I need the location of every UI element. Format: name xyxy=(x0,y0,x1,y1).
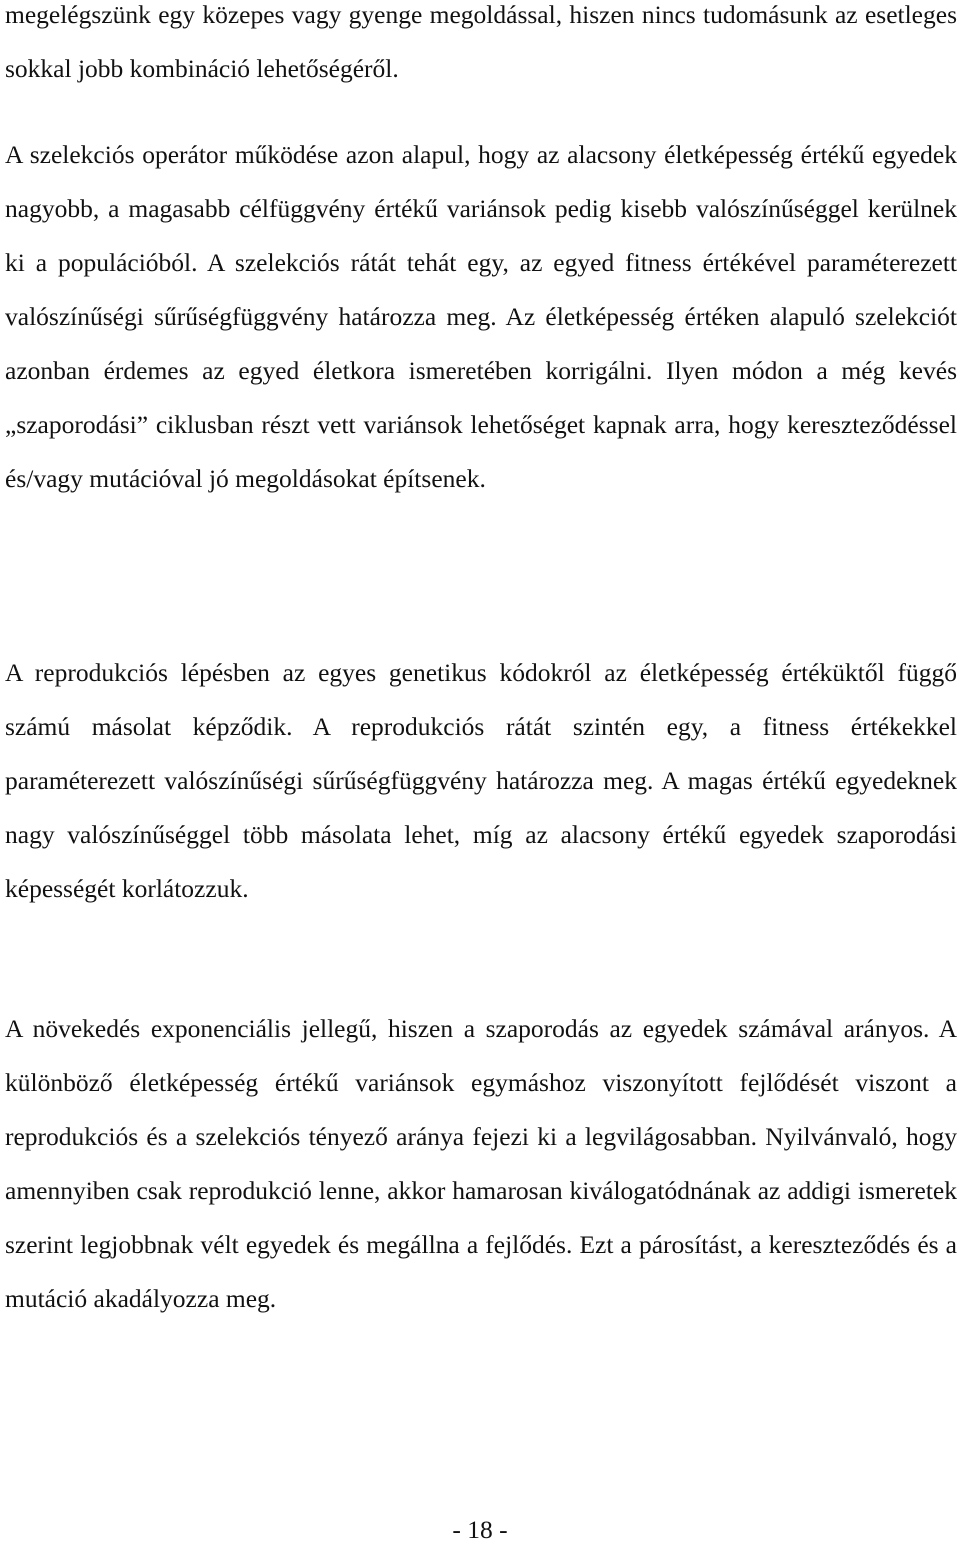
page-number: - 18 - xyxy=(452,1515,508,1544)
paragraph-selection-operator: A szelekciós operátor működése azon alapul, hogy az alacsony életképesség értékű egyedek nagyobb, a magasabb célfüggvény értékű variánsok pedig kisebb valószínűséggel kerülnek ki a populációból. A szelekciós rátát tehát egy, az egyed fitness értékével paraméterezett valószínűségi sűrűségfüggvény határozza meg. Az életképesség értéken alapuló szelekciót azonban érdemes az egyed életkora ismeretében korrigálni. Ilyen módon a még kevés „szaporodási” ciklusban részt vett variánsok lehetőséget kapnak arra, hogy kereszteződéssel és/vagy mutációval jó megoldásokat építsenek. xyxy=(5,140,957,493)
paragraph-continuation: megelégszünk egy közepes vagy gyenge megoldással, hiszen nincs tudomásunk az esetleges sokkal jobb kombináció lehetőségéről. xyxy=(5,0,957,83)
paragraph-reproduction-step: A reprodukciós lépésben az egyes genetikus kódokról az életképesség értéküktől függő számú másolat képződik. A reprodukciós rátát szintén egy, a fitness értékekkel paraméterezett valószínűségi sűrűségfüggvény határozza meg. A magas értékű egyedeknek nagy valószínűséggel több másolata lehet, míg az alacsony értékű egyedek szaporodási képességét korlátozzuk. xyxy=(5,658,957,903)
paragraph-growth: A növekedés exponenciális jellegű, hiszen a szaporodás az egyedek számával arányos. A különböző életképesség értékű variánsok egymáshoz viszonyított fejlődését viszont a reprodukciós és a szelekciós tényező aránya fejezi ki a legvilágosabban. Nyilvánvaló, hogy amennyiben csak reprodukció lenne, akkor hamarosan kiválogatódnának az addigi ismeretek szerint legjobbnak vélt egyedek és megállna a fejlődés. Ezt a párosítást, a kereszteződés és a mutáció akadályozza meg. xyxy=(5,1014,957,1313)
